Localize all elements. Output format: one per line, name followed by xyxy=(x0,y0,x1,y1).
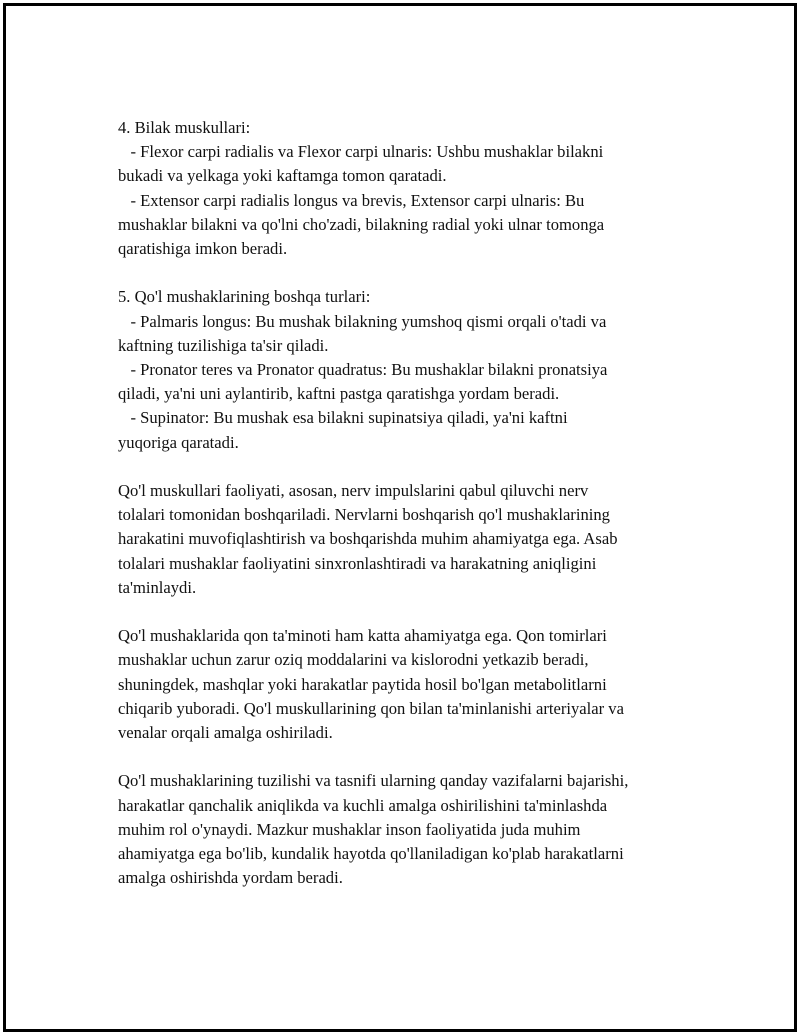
paragraph-gap xyxy=(118,745,708,769)
paragraph-xulosa xyxy=(118,769,708,890)
text-line: amalga oshirishda yordam beradi. xyxy=(118,868,343,888)
text-line: - Supinator: Bu mushak esa bilakni supinatsiya qiladi, ya'ni kaftni xyxy=(118,408,568,428)
text-line: harakatlar qanchalik aniqlikda va kuchli amalga oshirilishini ta'minlashda xyxy=(118,795,608,815)
text-line: qiladi, ya'ni uni aylantirib, kaftni pastga qaratishga yordam beradi. xyxy=(118,384,560,404)
section-bilak-muskullari xyxy=(118,116,708,261)
text-line: Qo'l mushaklarining tuzilishi va tasnifi ularning qanday vazifalarni bajarishi, xyxy=(118,771,629,791)
section-heading: 5. Qo'l mushaklarining boshqa turlari: xyxy=(118,287,371,307)
text-line: kaftning tuzilishiga ta'sir qiladi. xyxy=(118,335,329,355)
text-line: chiqarib yuboradi. Qo'l muskullarining qon bilan ta'minlanishi arteriyalar va xyxy=(118,698,624,718)
text-line: mushaklar uchun zarur oziq moddalarini va kislorodni yetkazib beradi, xyxy=(118,650,589,670)
text-line: bukadi va yelkaga yoki kaftamga tomon qaratadi. xyxy=(118,166,447,186)
text-line: Qo'l muskullari faoliyati, asosan, nerv impulslarini qabul qiluvchi nerv xyxy=(118,481,589,501)
text-line: harakatini muvofiqlashtirish va boshqarishda muhim ahamiyatga ega. Asab xyxy=(118,529,618,549)
paragraph-gap xyxy=(118,261,708,285)
text-line: - Palmaris longus: Bu mushak bilakning yumshoq qismi orqali o'tadi va xyxy=(118,311,607,331)
text-line: mushaklar bilakni va qo'lni cho'zadi, bilakning radial yoki ulnar tomonga xyxy=(118,214,605,234)
document-body xyxy=(118,116,708,890)
text-line: - Flexor carpi radialis va Flexor carpi ulnaris: Ushbu mushaklar bilakni xyxy=(118,142,604,162)
paragraph-gap xyxy=(118,600,708,624)
paragraph-nerv-boshqaruvi xyxy=(118,479,708,600)
text-line: shuningdek, mashqlar yoki harakatlar paytida hosil bo'lgan metabolitlarni xyxy=(118,674,607,694)
text-line: tolalari tomonidan boshqariladi. Nervlarni boshqarish qo'l mushaklarining xyxy=(118,505,610,525)
text-line: qaratishiga imkon beradi. xyxy=(118,239,288,259)
text-line: ta'minlaydi. xyxy=(118,577,197,597)
paragraph-gap xyxy=(118,455,708,479)
text-line: Qo'l mushaklarida qon ta'minoti ham katta ahamiyatga ega. Qon tomirlari xyxy=(118,626,607,646)
text-line: yuqoriga qaratadi. xyxy=(118,432,239,452)
text-line: muhim rol o'ynaydi. Mazkur mushaklar inson faoliyatida juda muhim xyxy=(118,819,581,839)
section-boshqa-turlari xyxy=(118,285,708,454)
text-line: tolalari mushaklar faoliyatini sinxronlashtiradi va harakatning aniqligini xyxy=(118,553,597,573)
text-line: venalar orqali amalga oshiriladi. xyxy=(118,723,333,743)
section-heading: 4. Bilak muskullari: xyxy=(118,118,251,137)
text-line: - Pronator teres va Pronator quadratus: Bu mushaklar bilakni pronatsiya xyxy=(118,360,608,380)
paragraph-qon-taminoti xyxy=(118,624,708,745)
text-line: - Extensor carpi radialis longus va brevis, Extensor carpi ulnaris: Bu xyxy=(118,190,585,210)
text-line: ahamiyatga ega bo'lib, kundalik hayotda qo'llaniladigan ko'plab harakatlarni xyxy=(118,844,624,864)
